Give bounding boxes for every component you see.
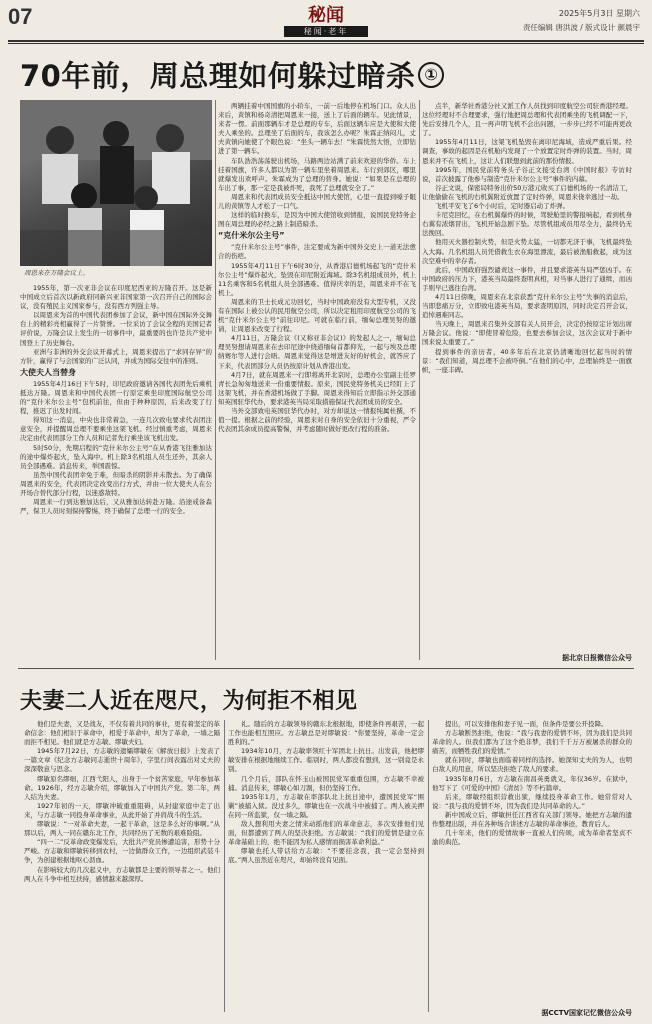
paragraph: 4月7日，就在周恩来一行即将离开北京时，总理办公室副主任罗青长急匆匆地送来一份重要情报。原来，国民党特务机关已经盯上了这架飞机，并在香港机场做了手脚。周恩来得知后立即指示外交部通知英国驻华代办，要求港英当局采取措施保证代表团成员的安全。 <box>218 370 416 406</box>
paragraph: 敌人想利用夫妻之情来动摇他们的革命意志，多次安排他们见面，但都遭到了两人的坚决拒绝。方志敏说：“我们的爱情是建立在革命基础上的，绝不能因为私人感情而损害革命利益。” <box>228 820 424 847</box>
paragraph: 卡尼克回忆，在右机翼爆炸的时候，驾驶舱里的警报响起，看到机身右翼有浓烟冒出，飞机开始急剧下坠。尽管机组成员用尽全力，最终仍无法挽回。 <box>422 211 632 238</box>
paragraph: 4月11日，万隆会议《(又称亚非会议)》的发起人之一，缅甸总理吴努想请周恩来在去印尼途中绕道缅甸首都仰光，一起与埃及总理纳赛尔等人进行会晤。周恩来觉得这是增进友好的好机会，就答应了下来，代表团部分人员仍按原计划从香港出发。 <box>218 334 416 370</box>
paragraph: 缪敏原名缪细，江西弋阳人，出身于一个贫苦家庭，早年参加革命。1926年，经方志敏介绍，缪敏加入了中国共产党。第二年，两人结为夫妻。 <box>24 774 220 801</box>
column-divider <box>428 720 429 1012</box>
paragraph: 1935年1月，方志敏在率部队北上抗日途中，遭国民党军“围剿”被捕入狱。没过多久，缪敏也在一次战斗中被捕了。两人被关押在同一所监狱，仅一墙之隔。 <box>228 792 424 819</box>
column-divider <box>224 720 225 1012</box>
paragraph: 1955年，第一次亚非会议在印度尼西亚的万隆召开。这是新中国成立后首次以新政府同新兴亚非国家第一次召开自己的国际会议，没有殖民主义国家参与，没有西方列强主导。 <box>20 284 212 311</box>
part-marker: ① <box>418 62 444 88</box>
paragraph: 以周恩来为首的中国代表团参加了会议，新中国在国际外交舞台上的精彩亮相赢得了一片赞誉。一位采访了会议全程的美国记者评价说，万隆会议上发生的一切事件中，最重要的也许是共产党中国登上了历史舞台。 <box>20 311 212 347</box>
section-title: 秘闻 <box>308 5 344 26</box>
paragraph: 他们是夫妻，又是战友，不仅有着共同的事业，更有着坚定的革命信念：他们相识于革命中，相爱于革命中，却为了革命，一墙之隔而拒不相见。他们就是方志敏、缪敏夫妇。 <box>24 720 220 747</box>
paragraph: 车队浩浩荡荡驶出机场，马路两边站满了前来欢迎的华侨。车上挂着国旗，许多人都以为第一辆车里坐着周恩来。车行到郊区，哪里就爆发出欢呼声。朱霖成为了总理的替身。她说：“如果是在总理的车出了事，那一定是我被炸死，我死了总理就安全了。” <box>218 156 416 192</box>
column-divider <box>419 100 420 660</box>
paragraph: 礼。随后的方志敏领导的赣东北根据地，即使条件再艰苦，一起工作也能相互照应。方志敏总是对缪敏说：“你要坚持，革命一定会胜利的。” <box>228 720 424 747</box>
paragraph: 后来，缪敏经组织营救出狱，继续投身革命工作。她常常对人说：“我与我的爱情不坏，因为我们是共同革命的人。” <box>432 792 632 810</box>
paragraph: 点半，新华社香港分社又派工作人员找到印度航空公司驻香港经理。这位经理对不合理要求，强行地把周总理和代表团乘坐的飞机调配一下，先后安排几个人，且一再声明飞机不会出问题，一步步已经不可能再更改了。 <box>422 102 632 138</box>
paragraph: 两辆挂着中国国旗的小轿车，一前一后地停在机场门口。众人出来后，黄镇和杨奇清把周恩来一接，送上了后面的辆车。见此情景，来者一愣。前面那辆车才是总理的专车，后面这辆车应是大使和大使夫人乘坐的。总理坐了后面的车，我该怎么办呢？朱霖正纳闷儿，丈夫黄镇向她使了个眼色说：“坐头一辆车去！”朱霖恍然大悟，立即钻进了第一辆车。 <box>218 102 416 156</box>
paragraph: 亚洲与非洲的外交会议开幕式上，周恩来提出了“求同存异”的方针，赢得了与会国家的广泛认同，并成为国际交往中的准则。 <box>20 347 212 365</box>
paragraph: 当天晚上，周恩来召集外交部有关人员开会，决定仍按原定计划出席万隆会议。他说：“即使冒着危险，也要去参加会议，这次会议对于新中国来说太重要了。” <box>422 320 632 347</box>
article-divider <box>18 668 634 669</box>
paragraph: 新中国成立后，缪敏担任江西省有关部门领导。她把方志敏的遗作整理出版，并在各种场合讲述方志敏的革命事迹，教育后人。 <box>432 810 632 829</box>
masthead-rule <box>8 40 644 42</box>
article2-column-3 <box>432 720 632 1008</box>
paragraph: 4月11日傍晚，周恩来在北京获悉“克什米尔公主号”失事的消息后，当即悲痛万分，立即致电港英当局，要求查明原因，同时决定召开会议，追悼遇难同志。 <box>422 292 632 320</box>
subheading: “克什米尔公主号” <box>218 231 285 241</box>
paragraph: 他用灭火器控制火势，但是火势太猛，一切都无济于事，飞机最终坠入大海。几名机组人员凭借救生衣在海里漂流，最后被渔船救起，成为这次空难中的幸存者。 <box>422 238 632 265</box>
photo-illustration <box>20 100 212 266</box>
paragraph: 提到事件的亲历者，40多年后在北京仍清晰地回忆起当时的情景：“我们知道，周总理不会被吓倒。”在他们的心中，总理始终是一面旗帜，一座丰碑。 <box>422 347 632 374</box>
issue-date: 2025年5月3日 星期六 <box>558 9 640 18</box>
paragraph: 1955年4月11日，这架飞机坠毁在离印尼海域，造成严重后果。经调查，事故的起因是在机舱内发现了一个放置定时炸弹的装置。当时，周恩来并不在飞机上，这让人们联想到此前的那份情报。 <box>422 138 632 165</box>
paragraph: 这样的临时换车，是因为中国大使馆收到情报，说国民党特务企图在周总理的必经之路上制造暗杀。 <box>218 211 416 229</box>
paragraph: 飞机平安飞了6个小时后，定时器启动了炸弹。 <box>435 202 570 211</box>
masthead-rule-thin <box>8 43 644 44</box>
paragraph: 周恩来和代表团成员安全抵达中国大使馆，心里一直提到嗓子眼儿的黄镇等人才松了一口气。 <box>218 192 416 211</box>
column-divider <box>215 100 216 660</box>
paragraph: “克什米尔公主号”事件，注定要成为新中国外交史上一道无法愈合的伤疤。 <box>218 243 416 261</box>
paragraph: 周恩来的卫士长成元功回忆，当时中国政府没有大型专机，又没有在国际上被公认的民用航空公司，所以决定租用印度航空公司的飞机“克什米尔公主号”前往印尼。可就在临行前，缅甸总理吴努的邀请，让周恩来改变了行程。 <box>218 297 416 334</box>
article2-source: 据CCTV国家记忆微信公众号 <box>541 1009 632 1017</box>
paragraph: 当外交部致电英国驻华代办时，对方却说这一情报纯属杜撰，不值一提。根据之前的经验，周恩来对自身的安全依旧十分重视，严令代表团其余成员提高警惕，并考虑随时做好更改行程的准备。 <box>218 407 416 434</box>
article2-column-1 <box>24 720 220 1016</box>
editor-credits: 责任编辑 唐洪波 / 版式设计 颜晨宇 <box>522 23 640 32</box>
paragraph: 1995年，国民党前特务头子谷正文接受台湾《中国时报》专访时说，首次披露了他参与制造“克什米尔公主号”事件的内幕。 <box>422 165 632 183</box>
subheading: 大使夫人当替身 <box>20 367 76 377</box>
paragraph: 提出，可以安排他和妻子见一面，但条件是要公开投降。 <box>445 720 608 728</box>
paragraph: 此后，中国政府强烈谴责这一事件，并且要求港英当局严惩凶手。在中国政府的压力下，港英当局最终查明真相，对当事人进行了通缉，而凶手则早已逃往台湾。 <box>422 265 632 292</box>
paragraph: 1945年7月22日，方志敏的遗孀缪敏在《解放日报》上发表了一篇文章《纪念方志敏同志逝世十周年》，字里行间表露出对丈夫的深深敬意与思念。 <box>24 747 220 774</box>
article1-column-1 <box>20 284 212 664</box>
paragraph: 就在同时，缪敏也面临着同样的选择。她深知丈夫的为人，也明白敌人的用意，所以坚决拒绝了敌人的要求。 <box>432 756 632 774</box>
paragraph: 周恩来一行到达雅加达后，又从雅加达转赴万隆。沿途戒备森严，保卫人员时刻保持警惕，终于确保了总理一行的安全。 <box>20 498 212 516</box>
article1-headline: 70年前，周总理如何躲过暗杀 ① <box>20 54 444 95</box>
article1-photo <box>20 100 212 266</box>
paragraph: 虽然中国代表团幸免于难，但暗杀的阴影并未散去。为了确保周恩来的安全，代表团决定改变出行方式，并由一位大使夫人在公开场合替代部分行程，以迷惑敌特。 <box>20 470 212 497</box>
paragraph: 几十年来，他们的爱情故事一直被人们传颂，成为革命者坚贞不渝的典范。 <box>432 829 632 847</box>
article2-column-2 <box>228 720 424 1016</box>
photo-caption: 周恩来在万隆会议上。 <box>24 269 89 277</box>
paragraph: 谷正文说，保密局特务出价50万港元收买了启德机场的一名清洁工，让他偷偷在飞机的右机翼附近放置了定时炸弹，周恩来侥幸逃过一劫。 <box>422 183 632 201</box>
paragraph: 1934年10月，方志敏率领红十军团北上抗日。出发前，他把缪敏安排在根据地继续工作。临别时，两人都没有想到，这一别竟是永别。 <box>228 747 424 774</box>
masthead <box>0 0 652 38</box>
paragraph: 几个月后，部队在怀玉山被国民党军重重包围，方志敏不幸被捕。消息传来，缪敏心如刀割，但仍坚持工作。 <box>228 774 424 792</box>
paragraph: 1955年4月11日下午6时30分，从香港启德机场起飞的“克什米尔公主号”爆炸起火，坠毁在印尼附近海域。除3名机组成员外，机上11名乘客和5名机组人员全部遇难。值得庆幸的是，周恩来并不在飞机上。 <box>218 261 416 297</box>
paragraph: 得知这一消息，中央也非常着急，一连几次致电要求代表团注意安全，并提醒周总理不要乘坐这架飞机。经过慎重考虑，周恩来决定由代表团部分工作人员和记者先行乘坐该飞机出发。 <box>20 416 212 443</box>
paragraph: 缪敏也托人带话给方志敏：“不要挂念我，我一定会坚持到底。”两人虽然近在咫尺，却始终没有见面。 <box>228 847 424 865</box>
article1-source: 据北京日报微信公众号 <box>562 654 632 662</box>
paragraph: 5时50分，先期启程的“克什米尔公主号”在从香港飞往雅加达的途中爆炸起火，坠入海中。机上除3名机组人员生还外，其余人员全部遇难。消息传来，举国震惊。 <box>20 443 212 470</box>
page-number: 07 <box>8 4 33 29</box>
article1-column-2 <box>218 102 416 662</box>
paragraph: 在影响较大的几次起义中，方志敏都是主要的领导者之一。他们两人在斗争中相互扶持，感情越来越深厚。 <box>24 865 220 883</box>
paragraph: 缪敏说：“一对革命夫妻，一起干革命，这是多么好的事啊。”从那以后，两人一同在赣东北工作，共同经历了无数的艰难险阻。 <box>24 820 220 838</box>
article1-column-3 <box>422 102 632 650</box>
paragraph: 1955年4月16日下午5时，印尼政府邀请各国代表团先后乘机抵达万隆。周恩来和中国代表团一行原定乘坐印度国际航空公司的“克什米尔公主号”包机前往，但由于种种原因，后来改变了行程，推迟了出发时间。 <box>20 379 212 416</box>
article2-headline: 夫妻二人近在咫尺，为何拒不相见 <box>20 689 358 714</box>
section-subtitle: 秘闻·老年 <box>284 26 368 37</box>
paragraph: 方志敏断然拒绝，他说：“我与我妻的爱情不坏，因为我们是共同革命的人。但我们都为了这个绝非梦，我们千千万万被屠杀的群众的痛苦，而牺牲我们的爱情。” <box>432 729 632 756</box>
paragraph: “四一二”反革命政变爆发后，大批共产党员惨遭迫害，形势十分严峻。方志敏和缪敏转移到农村，一边做群众工作，一边组织武装斗争，为创建根据地呕心沥血。 <box>24 838 220 865</box>
paragraph: 1927年初的一天，缪敏冲破重重阻碍，从封建家庭中走了出来，与方志敏一同投身革命事业，从此开始了并肩战斗的生活。 <box>24 801 220 819</box>
paragraph: 1935年8月6日，方志敏在南昌英勇就义，年仅36岁。在狱中，他写下了《可爱的中国》《清贫》等不朽篇章。 <box>432 774 632 792</box>
